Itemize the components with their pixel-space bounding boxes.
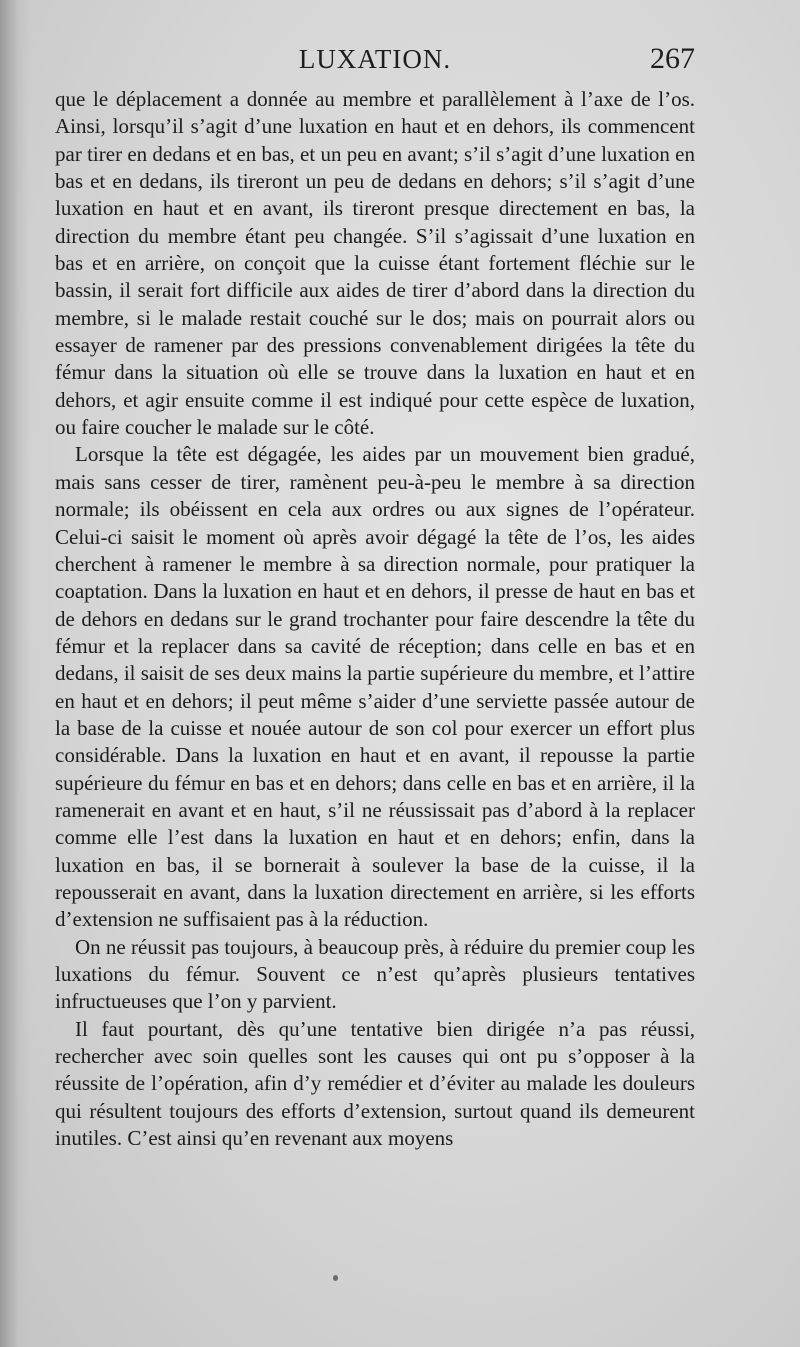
running-title: LUXATION. bbox=[298, 44, 452, 74]
paragraph-continuation: que le déplacement a donnée au membre et parallèlement à l’axe de l’os. Ainsi, lorsqu’il s’agit d’une luxation en haut et en dehors, ils commencent par tirer en dedans et en bas, et un peu en avant; s’il s’agit d’une luxation en bas et en dedans, ils tireront un peu de dedans en dehors; s’il s’agit d’une luxation en haut et en avant, ils tireront presque directement en bas, la direction du membre étant peu changée. S’il s’agissait d’une luxation en bas et en arrière, on conçoit que la cuisse étant fortement fléchie sur le bassin, il serait fort difficile aux aides de tirer d’abord dans la direction du membre, si le malade restait couché sur le dos; mais on pourrait alors ou essayer de ramener par des pressions convenablement dirigées la tête du fémur dans la situation où elle se trouve dans la luxation en haut et en dehors, et agir ensuite comme il est indiqué pour cette espèce de luxation, ou faire coucher le malade sur le côté. bbox=[55, 87, 695, 440]
paragraph-attempts: On ne réussit pas toujours, à beaucoup près, à réduire du premier coup les luxations du fémur. Souvent ce n’est qu’après plusieurs tentatives infructueuses que l’on y parvient. bbox=[55, 934, 695, 1014]
page-binding-shadow bbox=[0, 0, 30, 1347]
body-text bbox=[55, 86, 695, 1152]
paragraph-reduction-technique: Lorsque la tête est dégagée, les aides par un mouvement bien gradué, mais sans cesser de tirer, ramènent peu-à-peu le membre à sa direction normale; ils obéissent en cela aux ordres ou aux signes de l’opérateur. Celui-ci saisit le moment où après avoir dégagé la tête de l’os, les aides cherchent à ramener le membre à sa direction normale, pour pratiquer la coaptation. Dans la luxation en haut et en dehors, il presse de haut en bas et de dehors en dedans sur le grand trochanter pour faire descendre la tête du fémur et la replacer dans sa cavité de réception; dans celle en bas et en dedans, il saisit de ses deux mains la partie supérieure du membre, et l’attire en haut et en dehors; il peut même s’aider d’une serviette passée autour de la base de la cuisse et nouée autour de son col pour exercer un effort plus considérable. Dans la luxation en haut et en avant, il repousse la partie supérieure du fémur en bas et en dehors; dans celle en bas et en arrière, il la ramenerait en avant et en haut, s’il ne réussissait pas d’abord à la replacer comme elle l’est dans la luxation en haut et en dehors; enfin, dans la luxation en bas, il se bornerait à soulever la base de la cuisse, il la repousserait en avant, dans la luxation directement en arrière, si les efforts d’extension ne suffisaient pas à la réduction. bbox=[55, 442, 695, 932]
page-header bbox=[55, 40, 695, 80]
ink-speck bbox=[333, 1275, 338, 1281]
paragraph-causes: Il faut pourtant, dès qu’une tentative bien dirigée n’a pas réussi, rechercher avec soin quelles sont les causes qui ont pu s’opposer à la réussite de l’opération, afin d’y remédier et d’éviter au malade les douleurs qui résultent toujours des efforts d’extension, surtout quand ils demeurent inutiles. C’est ainsi qu’en revenant aux moyens bbox=[55, 1016, 695, 1151]
page-number: 267 bbox=[650, 42, 695, 75]
